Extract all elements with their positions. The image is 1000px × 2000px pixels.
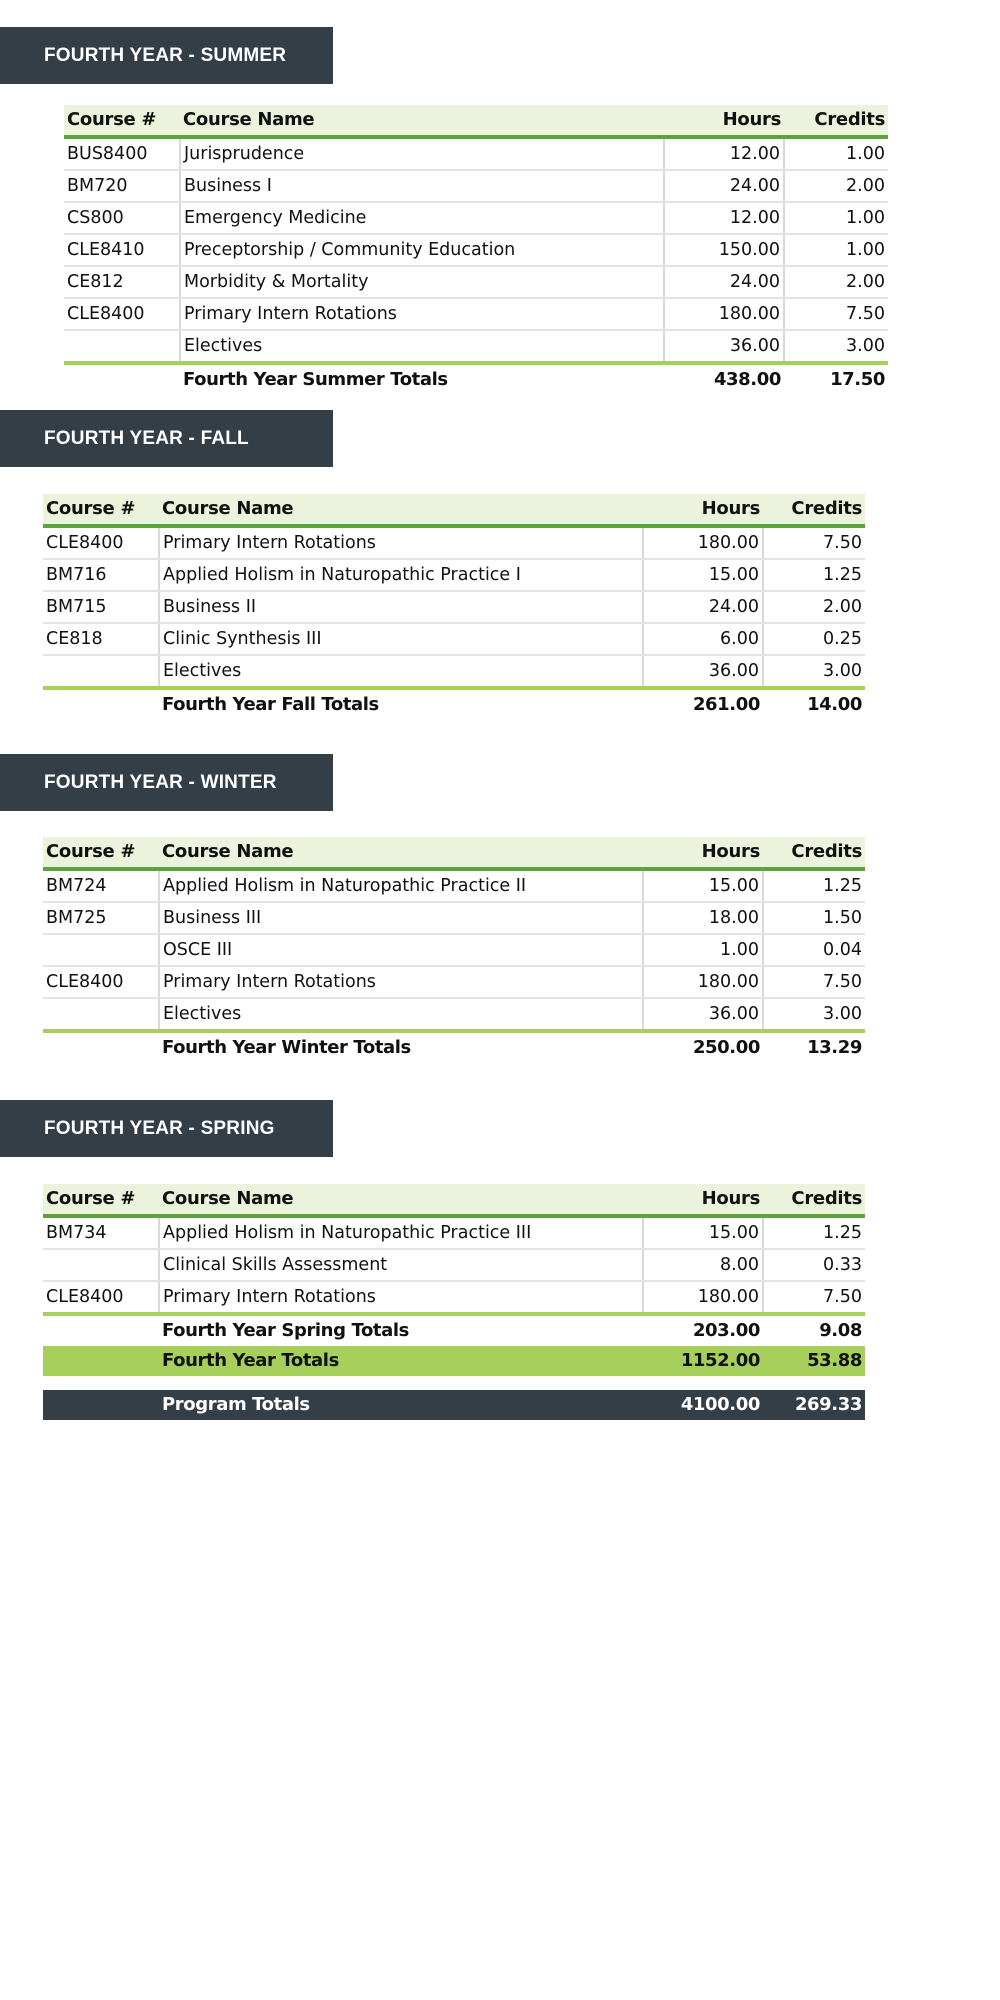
totals-hours: 203.00: [692, 1320, 760, 1341]
year-totals-label: Fourth Year Totals: [159, 1346, 643, 1376]
course-name: Electives: [159, 655, 643, 688]
course-hours: 1.00: [643, 934, 763, 966]
course-number: CLE8400: [43, 1281, 159, 1314]
course-number: [43, 998, 159, 1031]
course-name: Business III: [159, 902, 643, 934]
summer-course-table: [64, 105, 888, 395]
table-row: [43, 591, 865, 623]
course-number: CE812: [64, 266, 180, 298]
course-hours: 8.00: [643, 1249, 763, 1281]
course-number: BM720: [64, 170, 180, 202]
course-hours: 36.00: [643, 655, 763, 688]
course-hours: 150.00: [664, 234, 784, 266]
course-number: BUS8400: [64, 137, 180, 170]
course-credits: 1.00: [784, 137, 888, 170]
course-number: CLE8400: [43, 526, 159, 559]
course-name: Primary Intern Rotations: [159, 1281, 643, 1314]
course-credits: 7.50: [763, 1281, 865, 1314]
course-credits: 3.00: [763, 998, 865, 1031]
course-hours: 24.00: [643, 591, 763, 623]
table-row: [43, 902, 865, 934]
totals-hours: 261.00: [692, 694, 760, 715]
spring-totals-row: [43, 1314, 865, 1346]
course-name: Business I: [180, 170, 664, 202]
hours-header: Hours: [664, 105, 784, 137]
course-hours: 15.00: [643, 869, 763, 902]
course-hours: 24.00: [664, 170, 784, 202]
course-credits: 1.00: [784, 202, 888, 234]
winter-totals-row: [43, 1031, 865, 1063]
course-name: Applied Holism in Naturopathic Practice I: [159, 559, 643, 591]
table-row: [64, 170, 888, 202]
course-name: Applied Holism in Naturopathic Practice III: [159, 1216, 643, 1249]
table-header-row: [43, 494, 865, 526]
course-name: Morbidity & Mortality: [180, 266, 664, 298]
course-credits: 2.00: [784, 266, 888, 298]
hours-header: Hours: [643, 1184, 763, 1216]
course-hours: 6.00: [643, 623, 763, 655]
spring-course-table: [43, 1184, 865, 1420]
table-row: [64, 234, 888, 266]
credits-header: Credits: [763, 1184, 865, 1216]
course-hours: 36.00: [643, 998, 763, 1031]
course-credits: 7.50: [763, 966, 865, 998]
course-number: CLE8410: [64, 234, 180, 266]
course-number: [43, 655, 159, 688]
summer-section-title: FOURTH YEAR - SUMMER: [0, 27, 333, 84]
course-hours: 24.00: [664, 266, 784, 298]
table-header-row: [43, 1184, 865, 1216]
course-credits: 3.00: [763, 655, 865, 688]
table-row: [43, 998, 865, 1031]
totals-hours: 250.00: [692, 1037, 760, 1058]
course-hours: 180.00: [664, 298, 784, 330]
hours-header: Hours: [643, 494, 763, 526]
totals-label: Fourth Year Spring Totals: [162, 1320, 409, 1341]
course-number: [43, 1249, 159, 1281]
year-totals-hours: 1152.00: [643, 1346, 763, 1376]
course-name: OSCE III: [159, 934, 643, 966]
course-hours: 12.00: [664, 137, 784, 170]
course-name: Clinical Skills Assessment: [159, 1249, 643, 1281]
course-hours: 18.00: [643, 902, 763, 934]
table-row: [64, 298, 888, 330]
summer-totals-row: [64, 363, 888, 395]
totals-credits: 9.08: [819, 1320, 862, 1341]
table-row: [43, 559, 865, 591]
course-number-header: Course #: [43, 1184, 159, 1216]
course-credits: 2.00: [763, 591, 865, 623]
totals-label: Fourth Year Summer Totals: [183, 369, 448, 390]
course-credits: 1.50: [763, 902, 865, 934]
course-credits: 1.25: [763, 869, 865, 902]
course-number: [64, 330, 180, 363]
course-number: CE818: [43, 623, 159, 655]
course-number: BM734: [43, 1216, 159, 1249]
hours-header: Hours: [643, 837, 763, 869]
table-row: [64, 202, 888, 234]
course-number-header: Course #: [64, 105, 180, 137]
course-number-header: Course #: [43, 494, 159, 526]
totals-credits: 13.29: [807, 1037, 862, 1058]
course-name: Jurisprudence: [180, 137, 664, 170]
fall-course-table: [43, 494, 865, 720]
totals-label: Fourth Year Winter Totals: [162, 1037, 411, 1058]
course-name-header: Course Name: [180, 105, 664, 137]
totals-label: Fourth Year Fall Totals: [162, 694, 379, 715]
course-credits: 1.00: [784, 234, 888, 266]
fall-totals-row: [43, 688, 865, 720]
course-credits: 0.25: [763, 623, 865, 655]
table-header-row: [43, 837, 865, 869]
program-totals-hours: 4100.00: [643, 1390, 763, 1420]
course-number: BM715: [43, 591, 159, 623]
table-row: [43, 869, 865, 902]
course-number: CS800: [64, 202, 180, 234]
table-row: [43, 1216, 865, 1249]
table-row: [64, 137, 888, 170]
year-totals-credits: 53.88: [763, 1346, 865, 1376]
course-name-header: Course Name: [159, 1184, 643, 1216]
course-name: Clinic Synthesis III: [159, 623, 643, 655]
course-credits: 0.04: [763, 934, 865, 966]
course-hours: 15.00: [643, 1216, 763, 1249]
course-hours: 180.00: [643, 526, 763, 559]
course-hours: 36.00: [664, 330, 784, 363]
fourth-year-totals-row: [43, 1346, 865, 1376]
course-hours: 15.00: [643, 559, 763, 591]
course-name-header: Course Name: [159, 837, 643, 869]
winter-course-table: [43, 837, 865, 1063]
table-row: [64, 266, 888, 298]
course-hours: 180.00: [643, 1281, 763, 1314]
totals-hours: 438.00: [713, 369, 781, 390]
spacer-row: [43, 1376, 865, 1390]
course-credits: 1.25: [763, 1216, 865, 1249]
table-row: [43, 1281, 865, 1314]
winter-section-title: FOURTH YEAR - WINTER: [0, 754, 333, 811]
course-number: BM716: [43, 559, 159, 591]
totals-credits: 17.50: [830, 369, 885, 390]
totals-credits: 14.00: [807, 694, 862, 715]
course-credits: 1.25: [763, 559, 865, 591]
course-name: Primary Intern Rotations: [180, 298, 664, 330]
course-hours: 180.00: [643, 966, 763, 998]
course-number: BM724: [43, 869, 159, 902]
course-name: Electives: [180, 330, 664, 363]
course-name: Primary Intern Rotations: [159, 526, 643, 559]
program-totals-credits: 269.33: [763, 1390, 865, 1420]
course-name: Electives: [159, 998, 643, 1031]
course-name: Business II: [159, 591, 643, 623]
course-number-header: Course #: [43, 837, 159, 869]
course-credits: 2.00: [784, 170, 888, 202]
course-number: CLE8400: [64, 298, 180, 330]
course-hours: 12.00: [664, 202, 784, 234]
course-credits: 3.00: [784, 330, 888, 363]
spring-section-title: FOURTH YEAR - SPRING: [0, 1100, 333, 1157]
program-totals-label: Program Totals: [159, 1390, 643, 1420]
credits-header: Credits: [763, 494, 865, 526]
credits-header: Credits: [784, 105, 888, 137]
table-row: [43, 623, 865, 655]
table-row: [43, 934, 865, 966]
table-row: [43, 966, 865, 998]
course-name: Primary Intern Rotations: [159, 966, 643, 998]
table-header-row: [64, 105, 888, 137]
table-row: [43, 526, 865, 559]
course-number: BM725: [43, 902, 159, 934]
course-number: CLE8400: [43, 966, 159, 998]
course-credits: 7.50: [784, 298, 888, 330]
course-name: Preceptorship / Community Education: [180, 234, 664, 266]
program-totals-row: [43, 1390, 865, 1420]
course-credits: 0.33: [763, 1249, 865, 1281]
course-name: Applied Holism in Naturopathic Practice II: [159, 869, 643, 902]
course-credits: 7.50: [763, 526, 865, 559]
course-name: Emergency Medicine: [180, 202, 664, 234]
table-row: [43, 655, 865, 688]
fall-section-title: FOURTH YEAR - FALL: [0, 410, 333, 467]
credits-header: Credits: [763, 837, 865, 869]
course-name-header: Course Name: [159, 494, 643, 526]
course-number: [43, 934, 159, 966]
table-row: [43, 1249, 865, 1281]
table-row: [64, 330, 888, 363]
